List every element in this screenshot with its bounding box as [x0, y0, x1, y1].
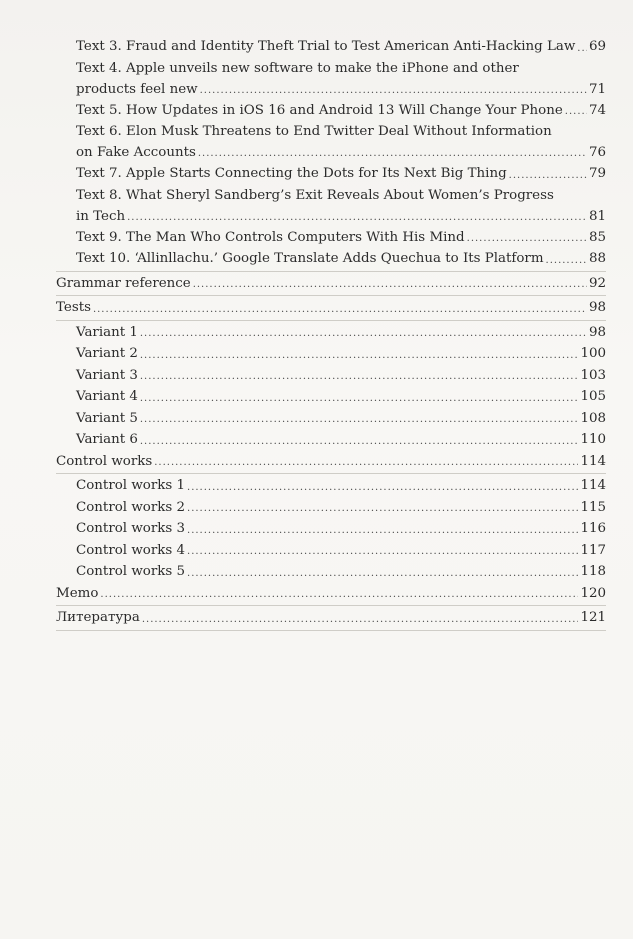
toc-entry-page: 108 — [580, 410, 606, 426]
toc-entry — [56, 429, 606, 451]
entry-divider — [56, 271, 606, 272]
toc-entry — [56, 497, 606, 519]
toc-entry-title: Control works 1 — [76, 478, 186, 493]
toc-entry — [56, 121, 606, 163]
toc-entry-page: 98 — [588, 300, 606, 315]
dot-leader — [187, 521, 578, 540]
entry-divider — [56, 320, 606, 321]
dot-leader — [140, 410, 579, 429]
toc-entry-page: 81 — [588, 208, 606, 224]
toc-entry-page: 69 — [588, 39, 606, 54]
toc-entry — [56, 408, 606, 430]
toc-entry-page: 88 — [588, 251, 606, 266]
entry-divider — [56, 630, 606, 631]
toc-entry — [56, 100, 606, 122]
toc-entry-title-line1: Text 8. What Sheryl Sandberg’s Exit Reveals About Women’s Progress — [76, 187, 554, 203]
toc-entry-title: Variant 2 — [76, 346, 138, 361]
toc-entry — [56, 561, 606, 583]
toc-entry-title: Variant 4 — [76, 389, 138, 404]
toc-entry-title: Text 5. How Updates in iOS 16 and Android 13 Will Change Your Phone — [76, 102, 563, 118]
toc-entry — [56, 475, 606, 497]
toc-entry-title: Variant 6 — [76, 432, 138, 447]
dot-leader — [546, 251, 587, 270]
toc-entry — [56, 607, 606, 629]
toc-entry-page: 76 — [588, 145, 606, 160]
dot-leader — [127, 208, 587, 227]
toc-entry — [56, 227, 606, 249]
toc-entry-line2 — [76, 206, 606, 227]
dot-leader — [467, 229, 587, 248]
entry-divider — [56, 473, 606, 474]
toc-entry-title: Литература — [56, 610, 140, 625]
dot-leader — [142, 610, 579, 629]
dot-leader — [140, 367, 579, 386]
dot-leader — [140, 389, 579, 408]
toc-entry-title: Variant 3 — [76, 367, 138, 383]
dot-leader — [140, 346, 579, 365]
dot-leader — [565, 102, 587, 121]
dot-leader — [100, 585, 578, 604]
toc-entry-page: 74 — [588, 102, 606, 118]
dot-leader — [198, 144, 587, 163]
toc-entry-page: 100 — [580, 346, 606, 361]
toc-entry-page: 85 — [588, 229, 606, 245]
toc-entry — [56, 365, 606, 387]
toc-entry-title-line1: Text 6. Elon Musk Threatens to End Twitter Deal Without Information — [76, 124, 552, 139]
toc-entry-page: 118 — [580, 564, 606, 579]
dot-leader — [193, 275, 587, 294]
toc-entry — [56, 343, 606, 365]
dot-leader — [187, 542, 578, 561]
toc-entry — [56, 540, 606, 562]
toc-entry-page: 114 — [580, 453, 606, 469]
toc-entry-title: Text 7. Apple Starts Connecting the Dots for Its Next Big Thing — [76, 166, 507, 181]
dot-leader — [140, 324, 587, 343]
dot-leader — [187, 564, 578, 583]
toc-entry — [56, 583, 606, 605]
toc-entry-page: 98 — [588, 324, 606, 340]
dot-leader — [200, 81, 587, 100]
toc-entry-title: Text 9. The Man Who Controls Computers With His Mind — [76, 229, 465, 245]
toc-entry-page: 105 — [580, 389, 606, 404]
toc-entry-page: 121 — [580, 610, 606, 625]
dot-leader — [577, 39, 587, 58]
toc-entry-title: Variant 5 — [76, 410, 138, 426]
toc-entry-title: on Fake Accounts — [76, 145, 196, 160]
dot-leader — [187, 478, 578, 497]
toc-entry-page: 114 — [580, 478, 606, 493]
toc-entry — [56, 451, 606, 473]
toc-entry-title: Memo — [56, 585, 99, 601]
dot-leader — [509, 166, 587, 185]
table-of-contents — [56, 36, 606, 632]
toc-entry-page: 110 — [580, 432, 606, 447]
toc-entry — [56, 36, 606, 58]
toc-entry-title: Grammar reference — [56, 275, 191, 291]
entry-divider — [56, 605, 606, 606]
toc-entry-title: in Tech — [76, 208, 126, 224]
toc-entry-title: Control works 3 — [76, 521, 186, 536]
toc-entry-line2 — [76, 142, 606, 163]
toc-entry-title: Variant 1 — [76, 324, 138, 340]
toc-entry-page: 103 — [580, 367, 606, 383]
toc-entry — [56, 248, 606, 270]
toc-entry — [56, 297, 606, 319]
toc-entry-title: Text 10. ‘Allinllachu.’ Google Translate Adds Quechua to Its Platform — [76, 251, 544, 266]
dot-leader — [154, 453, 578, 472]
toc-entry-title: Control works 2 — [76, 499, 186, 515]
toc-entry-page: 115 — [580, 499, 606, 515]
toc-entry-title-line1: Text 4. Apple unveils new software to make the iPhone and other — [76, 60, 519, 76]
toc-entry-title: Text 3. Fraud and Identity Theft Trial to Test American Anti-Hacking Law — [76, 39, 576, 54]
toc-entry — [56, 386, 606, 408]
toc-entry — [56, 163, 606, 185]
dot-leader — [93, 300, 587, 319]
toc-entry-page: 79 — [588, 166, 606, 181]
toc-entry-title: Control works — [56, 453, 153, 469]
toc-entry-page: 116 — [580, 521, 606, 536]
toc-entry-title: products feel new — [76, 81, 198, 97]
toc-entry-title: Control works 5 — [76, 564, 186, 579]
toc-entry — [56, 273, 606, 295]
toc-entry-title: Control works 4 — [76, 542, 186, 558]
toc-entry-page: 71 — [588, 81, 606, 97]
toc-entry — [56, 322, 606, 344]
toc-entry-line2 — [76, 79, 606, 100]
dot-leader — [140, 432, 579, 451]
toc-entry — [56, 185, 606, 227]
toc-entry — [56, 518, 606, 540]
toc-entry-title: Tests — [56, 300, 91, 315]
toc-entry-page: 120 — [580, 585, 606, 601]
dot-leader — [187, 499, 578, 518]
entry-divider — [56, 295, 606, 296]
toc-entry — [56, 58, 606, 100]
toc-entry-page: 92 — [588, 275, 606, 291]
toc-entry-page: 117 — [580, 542, 606, 558]
